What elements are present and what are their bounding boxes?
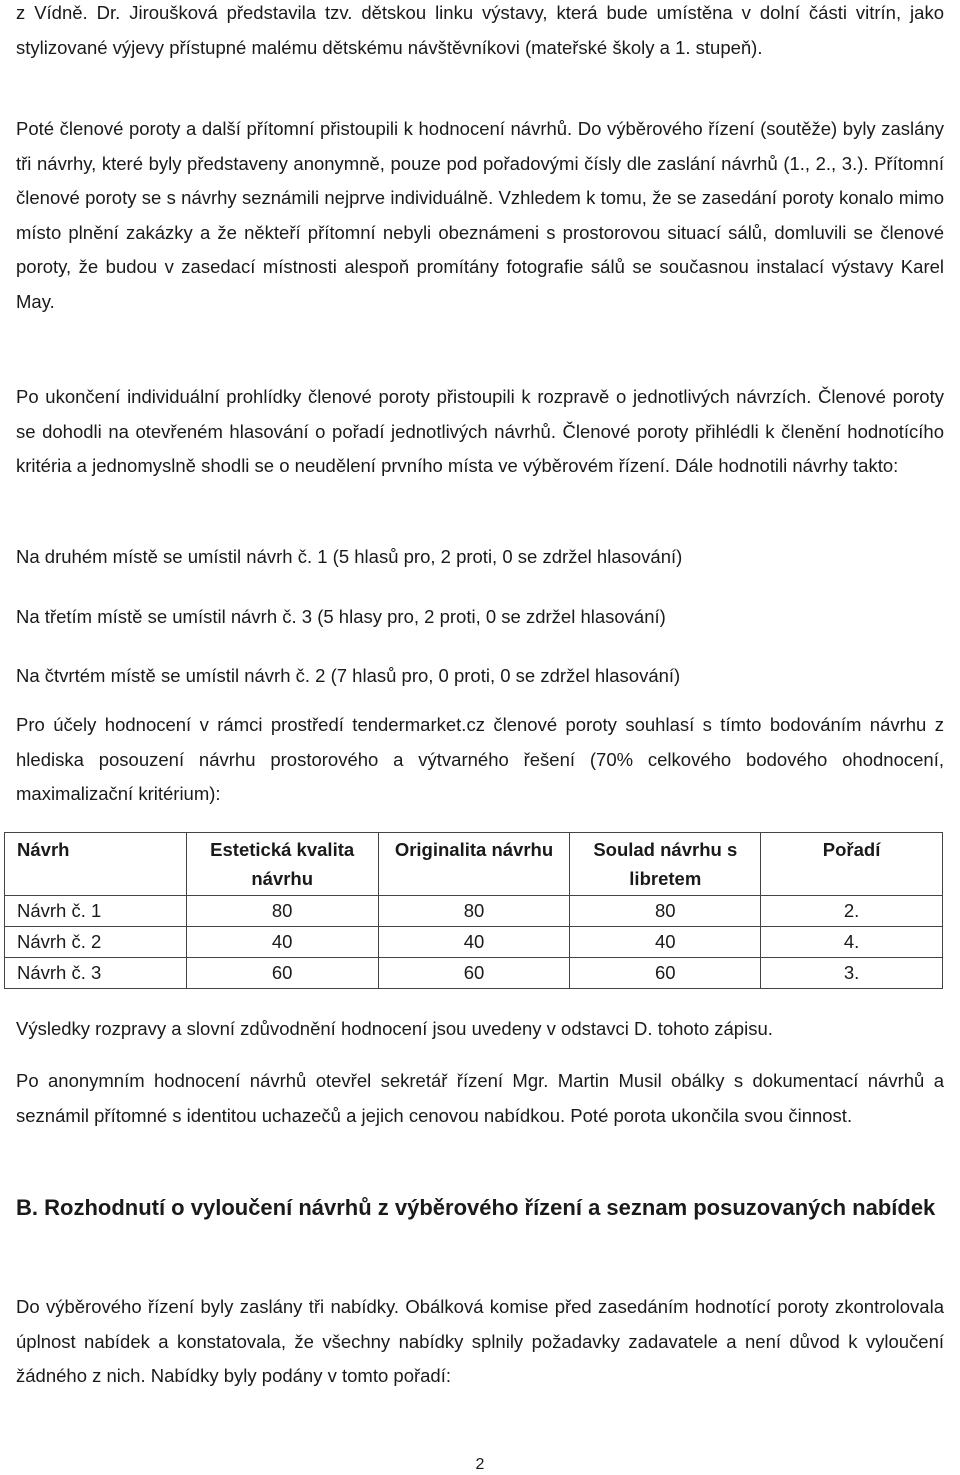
placement-third: Na třetím místě se umístil návrh č. 3 (5 hlasy pro, 2 proti, 0 se zdržel hlasování) xyxy=(16,606,666,627)
cell-esteticka: 80 xyxy=(186,896,378,927)
cell-esteticka: 60 xyxy=(186,958,378,989)
placement-second: Na druhém místě se umístil návrh č. 1 (5 hlasů pro, 2 proti, 0 se zdržel hlasování) xyxy=(16,546,683,567)
cell-originalita: 40 xyxy=(378,927,570,958)
cell-name: Návrh č. 3 xyxy=(5,958,187,989)
header-navrh: Návrh xyxy=(5,833,187,896)
cell-name: Návrh č. 1 xyxy=(5,896,187,927)
cell-soulad: 40 xyxy=(570,927,761,958)
header-poradi: Pořadí xyxy=(761,833,943,896)
paragraph-offers: Do výběrového řízení byly zaslány tři nabídky. Obálková komise před zasedáním hodnotící poroty zkontrolovala úplnost nabídek a konstatovala, že všechny nabídky splnily požadavky zadavatele a není důvod k vyloučení žádného z nich. Nabídky byly podány v tomto pořadí: xyxy=(16,1296,944,1386)
page-number: 2 xyxy=(475,1456,485,1473)
table-header-row xyxy=(5,833,943,896)
paragraph-discussion: Po ukončení individuální prohlídky členové poroty přistoupili k rozpravě o jednotlivých návrzích. Členové poroty se dohodli na otevřeném hlasování o pořadí jednotlivých návrhů. Členové poroty přihlédli k členění hodnotícího kritéria a jednomyslně shodli se o neudělení prvního místa ve výběrovém řízení. Dále hodnotili návrhy takto: xyxy=(16,386,944,476)
table-row xyxy=(5,958,943,989)
paragraph-intro-continuation: z Vídně. Dr. Jiroušková představila tzv. dětskou linku výstavy, která bude umístěna v dolní části vitrín, jako stylizované výjevy přístupné malému dětskému návštěvníkovi (mateřské školy a 1. stupeň). xyxy=(16,2,944,58)
cell-soulad: 60 xyxy=(570,958,761,989)
scores-table xyxy=(4,832,943,989)
placement-fourth: Na čtvrtém místě se umístil návrh č. 2 (7 hlasů pro, 0 proti, 0 se zdržel hlasování) xyxy=(16,665,681,686)
cell-soulad: 80 xyxy=(570,896,761,927)
table-row xyxy=(5,927,943,958)
paragraph-evaluation: Poté členové poroty a další přítomní přistoupili k hodnocení návrhů. Do výběrového řízení (soutěže) byly zaslány tři návrhy, které byly představeny anonymně, pouze pod pořadovými čísly dle zaslání návrhů (1., 2., 3.). Přítomní členové poroty se s návrhy seznámili nejprve individuálně. Vzhledem k tomu, že se zasedání poroty konalo mimo místo plnění zakázky a že někteří přítomní nebyli obeznámeni s prostorovou situací sálů, domluvili se členové poroty, že budou v zasedací místnosti alespoň promítány fotografie sálů se současnou instalací výstavy Karel May. xyxy=(16,118,944,312)
paragraph-results: Výsledky rozpravy a slovní zdůvodnění hodnocení jsou uvedeny v odstavci D. tohoto zápisu. xyxy=(16,1018,773,1039)
header-originalita: Originalita návrhu xyxy=(378,833,570,896)
section-heading-b: B. Rozhodnutí o vyloučení návrhů z výběrového řízení a seznam posuzovaných nabídek xyxy=(16,1195,936,1220)
cell-originalita: 80 xyxy=(378,896,570,927)
cell-poradi: 4. xyxy=(761,927,943,958)
paragraph-scoring-intro: Pro účely hodnocení v rámci prostředí tendermarket.cz členové poroty souhlasí s tímto bodováním návrhu z hlediska posouzení návrhu prostorového a výtvarného řešení (70% celkového bodového ohodnocení, maximalizační kritérium): xyxy=(16,714,944,804)
header-esteticka-kvalita: Estetická kvalita návrhu xyxy=(186,833,378,896)
table-row xyxy=(5,896,943,927)
cell-originalita: 60 xyxy=(378,958,570,989)
cell-name: Návrh č. 2 xyxy=(5,927,187,958)
header-soulad: Soulad návrhu s libretem xyxy=(570,833,761,896)
paragraph-opening-envelopes: Po anonymním hodnocení návrhů otevřel sekretář řízení Mgr. Martin Musil obálky s dokumentací návrhů a seznámil přítomné s identitou uchazečů a jejich cenovou nabídkou. Poté porota ukončila svou činnost. xyxy=(16,1070,944,1126)
cell-esteticka: 40 xyxy=(186,927,378,958)
cell-poradi: 3. xyxy=(761,958,943,989)
cell-poradi: 2. xyxy=(761,896,943,927)
